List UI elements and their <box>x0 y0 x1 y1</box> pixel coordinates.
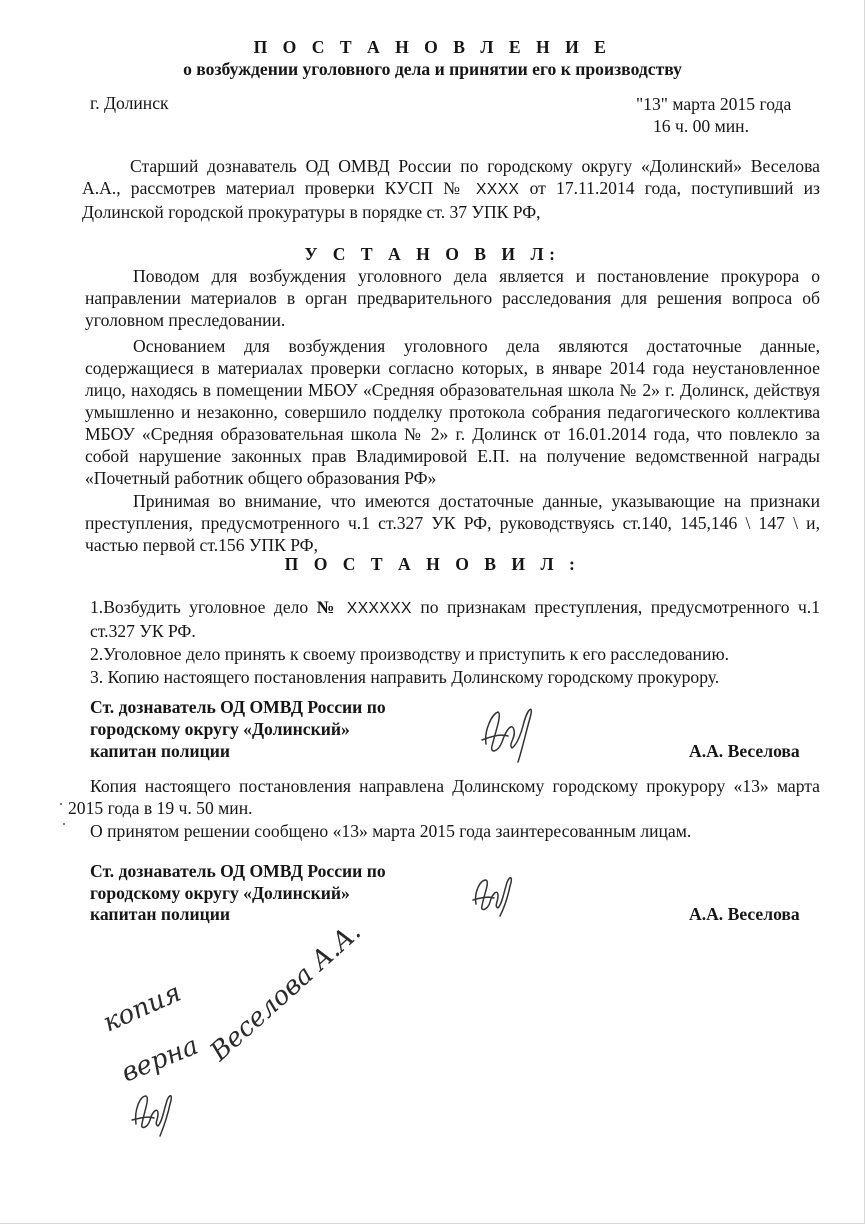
scan-speck <box>63 823 65 825</box>
reason-paragraph: Поводом для возбуждения уголовного дела является и постановление прокурора о направлении материалов в орган предварительного расследования для решения вопроса об уголовном преследовании. <box>85 266 820 330</box>
scan-speck <box>60 803 62 805</box>
resolution-item-1: 1.Возбудить уголовное дело № XXXXXX по признакам преступления, предусмотренного ч.1 ст.327 УК РФ. <box>90 597 821 641</box>
resolution-item-2: 2.Уголовное дело принять к своему производству и приступить к его расследованию. <box>90 644 730 664</box>
handwritten-true-word: верна <box>117 1030 203 1089</box>
resolution-item-3: 3. Копию настоящего постановления направить Долинскому городскому прокурору. <box>90 667 720 687</box>
kusp-number: XXXX <box>476 181 520 198</box>
handwritten-certification <box>90 916 370 1140</box>
handwritten-copy-word: копия <box>98 977 186 1039</box>
signer-name: А.А. Веселова <box>689 741 800 761</box>
grounds-paragraph: Основанием для возбуждения уголовного дела являются достаточные данные, содержащиеся в материалах проверки согласно которых, в январе 2014 года неустановленное лицо, находясь в помещении МБОУ «Средняя образовательная школа № 2» г. Долинск, действуя умышленно и незаконно, совершило подделку протокола собрания педагогического коллектива МБОУ «Средняя образовательная школа № 2» г. Долинск от 16.01.2014 года, что повлекло за собой нарушение законных прав Владимировой Е.П. на получение ведомственной награды «Почетный работник общего образования РФ» <box>85 336 820 488</box>
document-time: 16 ч. 00 мин. <box>653 116 749 136</box>
considering-paragraph: Принимая во внимание, что имеются достаточные данные, указывающие на признаки преступления, предусмотренного ч.1 ст.327 УК РФ, руководствуясь ст.140, 145,146 \ 147 \ и, частью первой ст.156 УПК РФ, <box>85 491 820 555</box>
resolution-list <box>90 596 820 688</box>
signer2-rank: капитан полиции <box>90 904 231 924</box>
copy-sent-paragraph: Копия настоящего постановления направлена Долинскому городскому прокурору «13» марта 2015 года в 19 ч. 50 мин. <box>68 776 820 818</box>
number-sign: № <box>316 597 339 617</box>
handwritten-signature <box>136 1096 172 1136</box>
city: г. Долинск <box>90 93 169 113</box>
signer2-name: А.А. Веселова <box>689 904 800 924</box>
parties-informed-paragraph: О принятом решении сообщено «13» марта 2015 года заинтересованным лицам. <box>90 821 692 841</box>
section-heading-ustanovil: У С Т А Н О В И Л: <box>304 244 561 264</box>
signer-title-line2: городскому округу «Долинский» <box>90 719 350 739</box>
signature-1 <box>478 700 538 766</box>
signer-rank: капитан полиции <box>90 741 231 761</box>
document-date: "13" марта 2015 года <box>636 94 792 114</box>
notice-block <box>68 775 820 842</box>
signer-title-line1: Ст. дознаватель ОД ОМВД России по <box>90 697 386 717</box>
case-number: XXXXXX <box>346 600 412 617</box>
signature-2 <box>470 870 516 920</box>
document-subtitle: о возбуждении уголовного дела и принятии его к производству <box>183 59 682 79</box>
signer2-title-line2: городскому округу «Долинский» <box>90 883 350 903</box>
handwritten-name: Веселова А.А. <box>204 916 367 1068</box>
section-heading-postanovil: П О С Т А Н О В И Л : <box>284 554 581 574</box>
document-title: П О С Т А Н О В Л Е Н И Е <box>253 37 612 57</box>
ustanovil-body <box>85 265 820 556</box>
signer2-title-line1: Ст. дознаватель ОД ОМВД России по <box>90 861 386 881</box>
intro-paragraph <box>82 155 820 223</box>
intro-text-1: Старший дознаватель ОД ОМВД России по городскому округу «Долинский» Веселова А.А., рассмотрев материал проверки КУСП № <box>82 156 820 198</box>
intro-text-2: от 17.11.2014 года, поступивший из Долинской городской прокуратуры в порядке ст. 37 УПК РФ, <box>82 178 820 222</box>
